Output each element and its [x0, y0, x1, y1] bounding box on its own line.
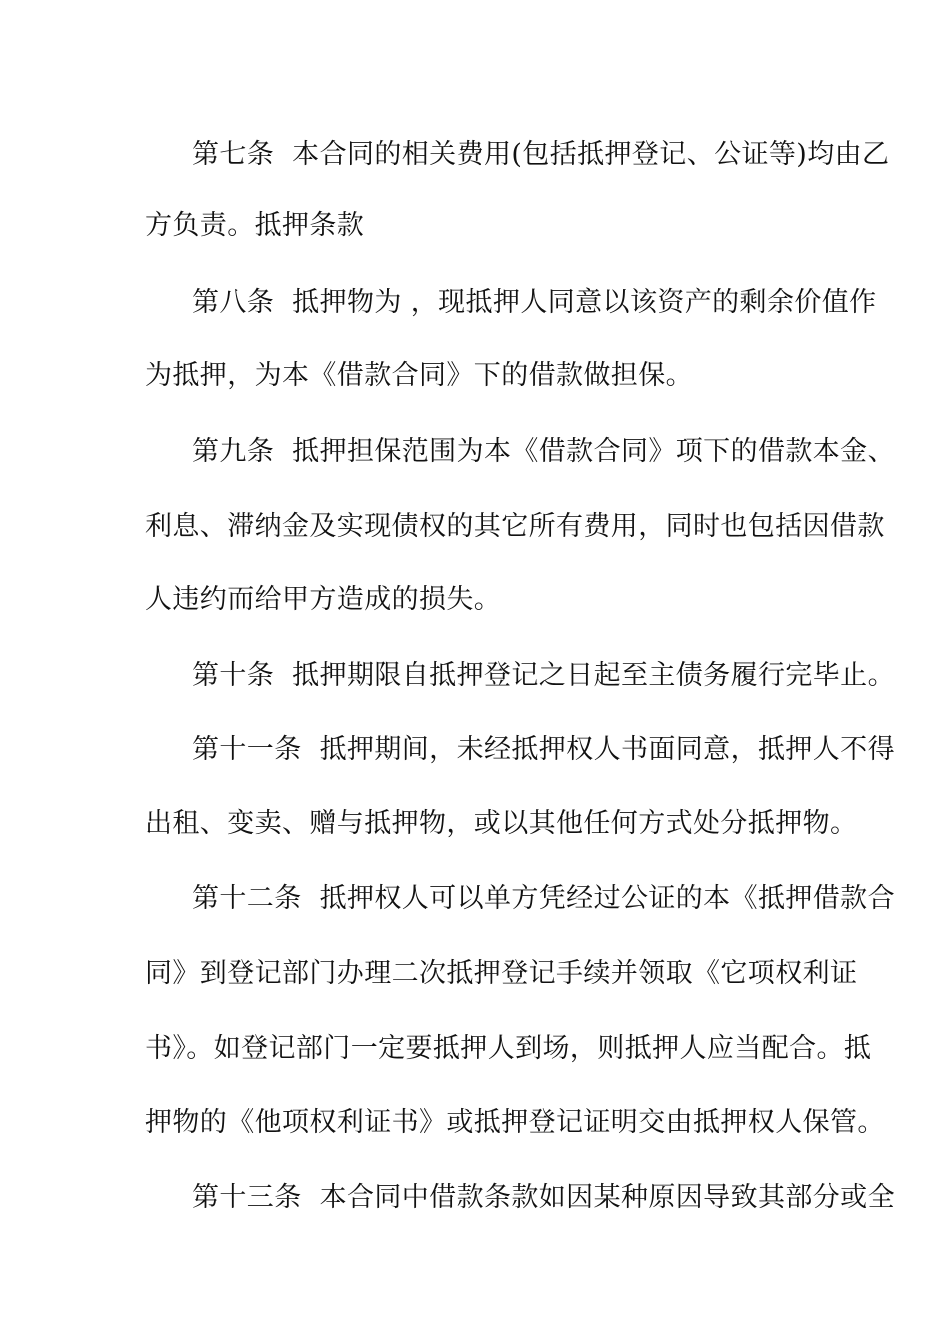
clause-12-line-1: 第十二条 抵押权人可以单方凭经过公证的本《抵押借款合: [192, 883, 895, 914]
clause-8-line-1: 第八条 抵押物为 ，现抵押人同意以该资产的剩余价值作: [192, 287, 877, 318]
clause-13-line-1: 第十三条 本合同中借款条款如因某种原因导致其部分或全: [192, 1182, 895, 1213]
clause-8-line-2: 为抵押，为本《借款合同》下的借款做担保。: [145, 360, 693, 391]
clause-11-line-2: 出租、变卖、赠与抵押物，或以其他任何方式处分抵押物。: [145, 808, 858, 839]
clause-12-line-2: 同》到登记部门办理二次抵押登记手续并领取《它项权利证: [145, 958, 858, 989]
clause-7-line-2: 方负责。抵押条款: [145, 210, 365, 241]
clause-12-line-4: 押物的《他项权利证书》或抵押登记证明交由抵押权人保管。: [145, 1107, 885, 1138]
clause-11-line-1: 第十一条 抵押期间，未经抵押权人书面同意，抵押人不得: [192, 734, 895, 765]
clause-12-line-3: 书》。如登记部门一定要抵押人到场，则抵押人应当配合。抵: [145, 1033, 872, 1064]
clause-7-line-1: 第七条 本合同的相关费用(包括抵押登记、公证等)均由乙: [192, 139, 890, 170]
clause-10-line-1: 第十条 抵押期限自抵押登记之日起至主债务履行完毕止。: [192, 660, 895, 691]
clause-9-line-3: 人违约而给甲方造成的损失。: [145, 584, 502, 615]
clause-9-line-1: 第九条 抵押担保范围为本《借款合同》项下的借款本金、: [192, 436, 895, 467]
clause-9-line-2: 利息、滞纳金及实现债权的其它所有费用，同时也包括因借款: [145, 511, 885, 542]
